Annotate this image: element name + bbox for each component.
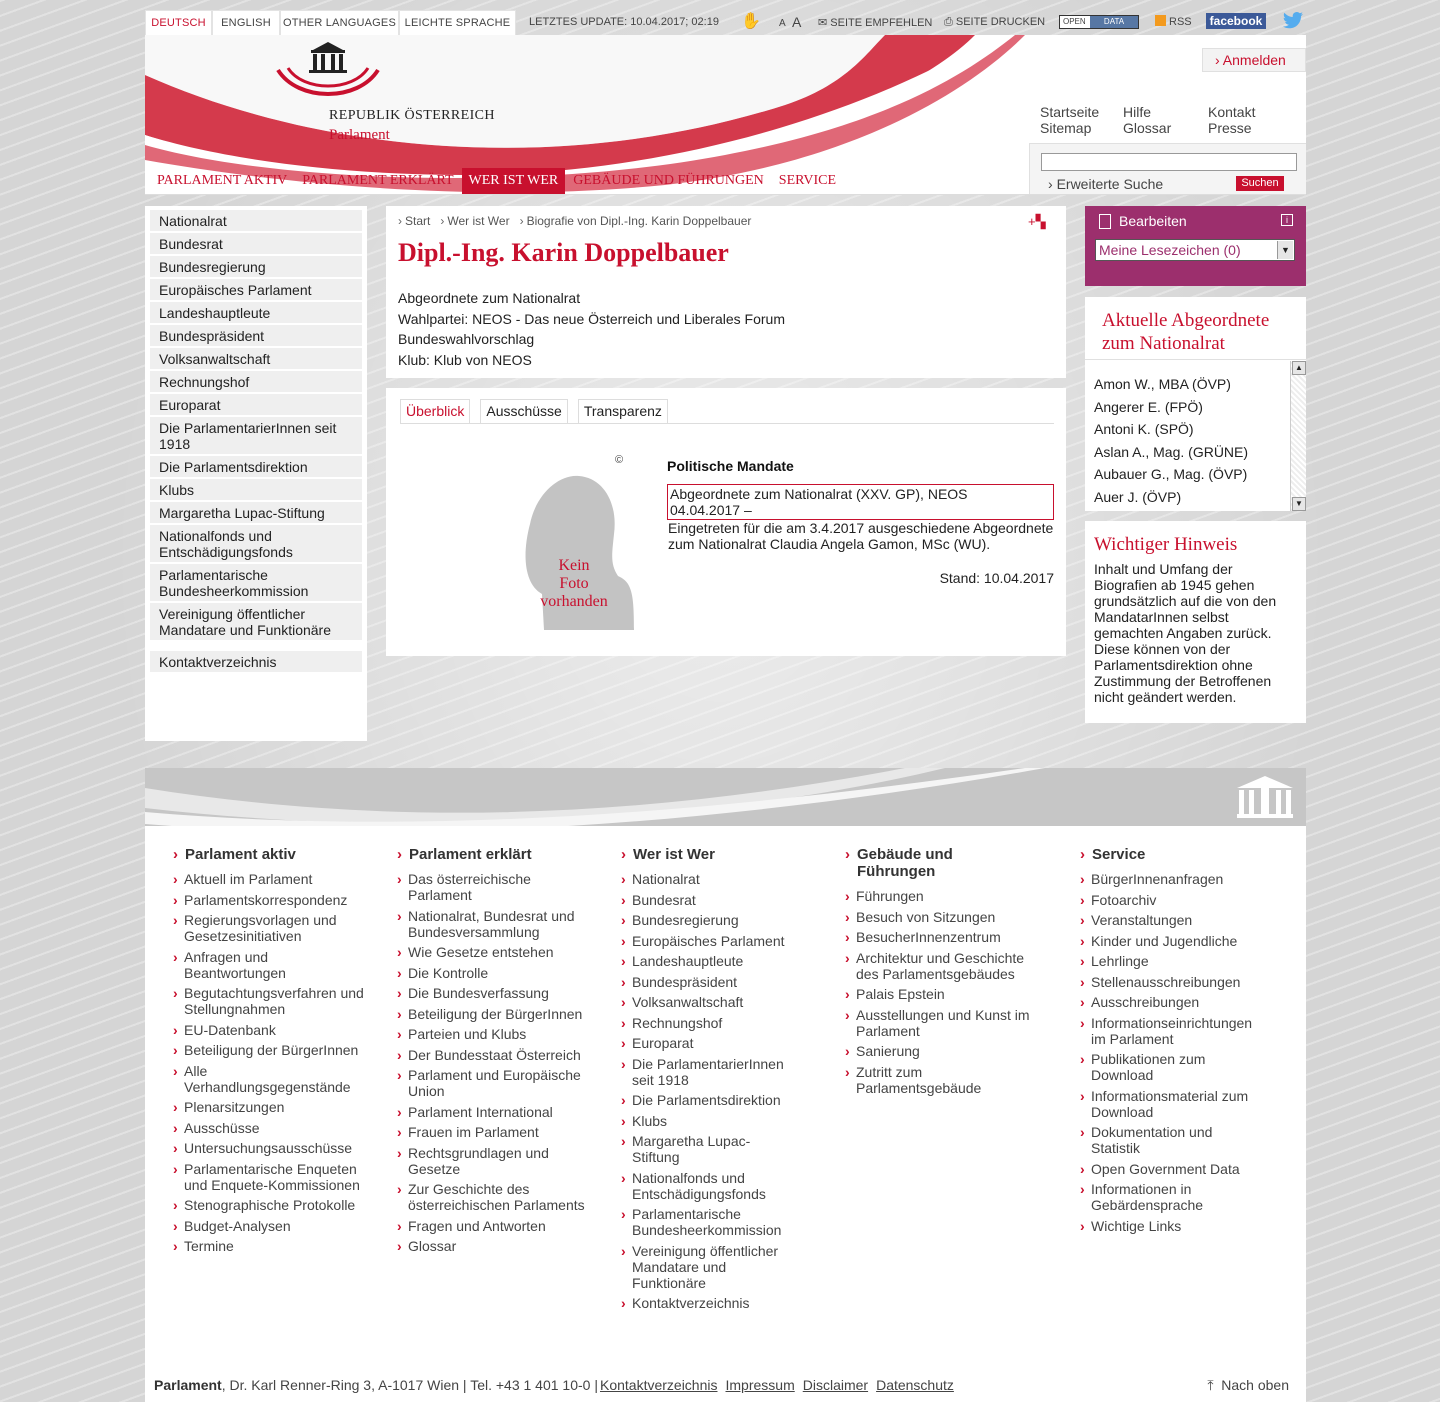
chevron-right-icon: ›	[1048, 176, 1057, 192]
footer-link-impressum[interactable]: Impressum	[725, 1377, 795, 1393]
extended-search-label: Erweiterte Suche	[1056, 176, 1164, 192]
members-title: Aktuelle Abgeordnete zum Nationalrat	[1085, 297, 1306, 360]
footer-link[interactable]: › Architektur und Geschichte des Parlamentsgebäudes	[845, 950, 1035, 982]
lang-other[interactable]: OTHER LANGUAGES	[280, 10, 399, 35]
rss-link[interactable]	[1155, 15, 1192, 28]
sidebar-item-volksanwaltschaft[interactable]: Volksanwaltschaft	[150, 348, 362, 371]
back-to-top-link[interactable]	[1207, 1377, 1289, 1394]
footer-link[interactable]: › Beteiligung der BürgerInnen	[397, 1006, 592, 1022]
lang-english[interactable]: ENGLISH	[212, 10, 280, 35]
footer-link[interactable]: › Informationen in Gebärdensprache	[1080, 1181, 1265, 1213]
sidebar-item-eu-parlament[interactable]: Europäisches Parlament	[150, 279, 362, 302]
footer-link[interactable]: › Das österreichische Parlament	[397, 871, 592, 903]
footer-link[interactable]: › Nationalrat, Bundesrat und Bundesversammlung	[397, 908, 592, 940]
page-title: Dipl.-Ing. Karin Doppelbauer	[398, 238, 729, 267]
bookmarks-selected: Meine Lesezeichen (0)	[1099, 242, 1241, 258]
sidebar-item-nationalfonds[interactable]: Nationalfonds und Entschädigungsfonds	[150, 525, 362, 564]
footer-link[interactable]: › Führungen	[845, 888, 1035, 904]
breadcrumb-wer-ist-wer[interactable]: › Wer ist Wer	[440, 214, 509, 228]
footer-band	[145, 768, 1306, 826]
members-scrollbar[interactable]	[1290, 361, 1306, 511]
footer-link[interactable]: › Zur Geschichte des österreichischen Parlaments	[397, 1181, 592, 1213]
font-smaller-button[interactable]: A	[779, 18, 786, 29]
footer-col-wer-ist-wer	[621, 846, 796, 1316]
search-area	[1029, 143, 1306, 195]
nav-wer-ist-wer[interactable]: WER IST WER	[462, 168, 566, 194]
footer	[145, 826, 1306, 1402]
sidebar-item-bundesheerkommission[interactable]: Parlamentarische Bundesheerkommission	[150, 564, 362, 603]
footer-heading[interactable]: › Wer ist Wer	[621, 846, 796, 863]
footer-link[interactable]: › Die Parlamentsdirektion	[621, 1092, 796, 1108]
footer-link[interactable]: › Glossar	[397, 1238, 592, 1254]
footer-link-list	[845, 888, 1035, 1096]
footer-link[interactable]: › Dokumentation und Statistik	[1080, 1124, 1265, 1156]
footer-link[interactable]: › Parlamentarische Bundesheerkommission	[621, 1206, 796, 1238]
footer-link[interactable]: › Landeshauptleute	[621, 953, 796, 969]
footer-link[interactable]: › Rechnungshof	[621, 1015, 796, 1031]
biography-header	[386, 206, 1066, 378]
tab-transparenz[interactable]: Transparenz	[578, 399, 668, 423]
sidebar-item-bundesrat[interactable]: Bundesrat	[150, 233, 362, 256]
footer-link[interactable]: › Beteiligung der BürgerInnen	[173, 1042, 373, 1058]
footer-link[interactable]: › Untersuchungsausschüsse	[173, 1140, 373, 1156]
footer-link[interactable]: › Rechtsgrundlagen und Gesetze	[397, 1145, 592, 1177]
mandate-entry	[667, 484, 1054, 520]
no-photo-label-3: vorhanden	[540, 593, 608, 610]
footer-link[interactable]: › Bundesrat	[621, 892, 796, 908]
sidebar	[145, 206, 367, 741]
arrow-up-icon: ⤒	[1207, 1377, 1218, 1393]
footer-link[interactable]: › Die Kontrolle	[397, 965, 592, 981]
search-button[interactable]: Suchen	[1236, 176, 1284, 191]
sidebar-item-lupac-stiftung[interactable]: Margaretha Lupac-Stiftung	[150, 502, 362, 525]
footer-link[interactable]: › Europarat	[621, 1035, 796, 1051]
footer-link[interactable]: › Fotoarchiv	[1080, 892, 1265, 908]
sidebar-item-europarat[interactable]: Europarat	[150, 394, 362, 417]
list-item[interactable]: Angerer E. (FPÖ)	[1094, 398, 1203, 415]
mandate-section	[667, 458, 1054, 586]
tab-ueberblick[interactable]: Überblick	[400, 399, 470, 423]
footer-link[interactable]: › Lehrlinge	[1080, 953, 1265, 969]
footer-link[interactable]: › Der Bundesstaat Österreich	[397, 1047, 592, 1063]
extended-search-link[interactable]	[1048, 176, 1163, 192]
footer-link[interactable]: › Ausschüsse	[173, 1120, 373, 1136]
breadcrumb-current: › Biografie von Dipl.-Ing. Karin Doppelbauer	[520, 214, 752, 228]
search-input[interactable]	[1041, 153, 1297, 171]
footer-link[interactable]: › Sanierung	[845, 1043, 1035, 1059]
site-header	[145, 35, 1306, 195]
footer-link[interactable]: › Bundesregierung	[621, 912, 796, 928]
sidebar-item-kontaktverzeichnis[interactable]: Kontaktverzeichnis	[150, 651, 362, 674]
link-glossar[interactable]: Glossar	[1123, 120, 1172, 136]
footer-link[interactable]: › Europäisches Parlament	[621, 933, 796, 949]
footer-link[interactable]: › Besuch von Sitzungen	[845, 909, 1035, 925]
mandate-title: Abgeordnete zum Nationalrat (XXV. GP), NEOS	[670, 486, 968, 502]
footer-link[interactable]: › Parlament International	[397, 1104, 592, 1120]
footer-heading[interactable]: › Parlament aktiv	[173, 846, 373, 863]
login-label: Anmelden	[1222, 52, 1286, 68]
chevron-down-icon: ▼	[1277, 241, 1293, 259]
footer-link-list	[621, 871, 796, 1311]
current-members-box	[1085, 297, 1306, 511]
footer-link-datenschutz[interactable]: Datenschutz	[876, 1377, 954, 1393]
sidebar-item-klubs[interactable]: Klubs	[150, 479, 362, 502]
footer-link[interactable]: › BesucherInnenzentrum	[845, 929, 1035, 945]
lang-easy[interactable]: LEICHTE SPRACHE	[399, 10, 516, 35]
footer-link[interactable]: › Palais Epstein	[845, 986, 1035, 1002]
twitter-icon[interactable]	[1283, 12, 1303, 29]
sidebar-item-parlamentarierinnen[interactable]: Die ParlamentarierInnen seit 1918	[150, 417, 362, 456]
tab-bar	[400, 399, 1054, 424]
bio-line-party: Wahlpartei: NEOS - Das neue Österreich und Liberales Forum	[398, 310, 785, 327]
sign-language-icon[interactable]: ✋	[741, 13, 761, 30]
bio-line-role: Abgeordnete zum Nationalrat	[398, 290, 581, 306]
mandate-note: Eingetreten für die am 3.4.2017 ausgeschiedene Abgeordnete zum Nationalrat Claudia Angela Gamon, MSc (WU).	[668, 520, 1054, 552]
list-item[interactable]: Auer J. (ÖVP)	[1094, 488, 1182, 505]
footer-link[interactable]: › Anfragen und Beantwortungen	[173, 949, 373, 981]
link-kontakt[interactable]: Kontakt	[1208, 104, 1256, 120]
footer-link[interactable]: › Vereinigung öffentlicher Mandatare und Funktionäre	[621, 1243, 796, 1291]
sidebar-item-parlamentsdirektion[interactable]: Die Parlamentsdirektion	[150, 456, 362, 479]
footer-link[interactable]: › Die ParlamentarierInnen seit 1918	[621, 1056, 796, 1088]
sidebar-item-rechnungshof[interactable]: Rechnungshof	[150, 371, 362, 394]
mandate-heading: Politische Mandate	[667, 458, 794, 474]
footer-link[interactable]: › EU-Datenbank	[173, 1022, 373, 1038]
lang-deutsch[interactable]: DEUTSCH	[145, 10, 212, 35]
sidebar-item-nationalrat[interactable]: Nationalrat	[150, 210, 362, 233]
recommend-label: SEITE EMPFEHLEN	[830, 17, 933, 29]
footer-link[interactable]: › Bundespräsident	[621, 974, 796, 990]
footer-heading[interactable]: › Gebäude und Führungen	[845, 846, 1035, 880]
link-startseite[interactable]: Startseite	[1040, 104, 1100, 120]
list-item[interactable]: Aslan A., Mag. (GRÜNE)	[1094, 443, 1249, 460]
no-photo-label-2: Foto	[559, 575, 589, 592]
footer-link[interactable]: › Kontaktverzeichnis	[621, 1295, 796, 1311]
footer-link[interactable]: › Aktuell im Parlament	[173, 871, 373, 887]
footer-link[interactable]: › Fragen und Antworten	[397, 1218, 592, 1234]
sidebar-item-vereinigung[interactable]: Vereinigung öffentlicher Mandatare und Funktionäre	[150, 603, 362, 642]
copyright-icon[interactable]: ©	[615, 454, 624, 466]
footer-link[interactable]: › Volksanwaltschaft	[621, 994, 796, 1010]
footer-link-list	[1080, 871, 1265, 1234]
footer-link[interactable]: › Regierungsvorlagen und Gesetzesinitiativen	[173, 912, 373, 944]
footer-address-text: , Dr. Karl Renner-Ring 3, A-1017 Wien | Tel. +43 1 401 10-0 |	[221, 1377, 598, 1393]
footer-link[interactable]: › Termine	[173, 1238, 373, 1254]
print-link[interactable]	[944, 16, 1045, 29]
footer-link[interactable]: › Ausstellungen und Kunst im Parlament	[845, 1007, 1035, 1039]
footer-link[interactable]: › Nationalrat	[621, 871, 796, 887]
footer-link[interactable]: › Klubs	[621, 1113, 796, 1129]
nav-parlament-erklaert[interactable]: PARLAMENT ERKLÄRT	[302, 173, 454, 188]
mail-icon: ✉	[818, 17, 831, 29]
link-presse[interactable]: Presse	[1208, 120, 1252, 136]
logo-title: REPUBLIK ÖSTERREICH	[329, 108, 495, 123]
scroll-down-icon[interactable]: ▼	[1292, 497, 1306, 511]
facebook-link[interactable]: facebook	[1206, 13, 1266, 29]
utility-bar	[145, 10, 1306, 35]
footer-link-list	[173, 871, 373, 1254]
last-update: LETZTES UPDATE: 10.04.2017; 02:19	[529, 16, 719, 28]
footer-link[interactable]: › Informationsmaterial zum Download	[1080, 1088, 1265, 1120]
info-icon[interactable]: i	[1281, 214, 1293, 226]
font-larger-button[interactable]: A	[792, 14, 802, 30]
footer-col-gebaeude	[845, 846, 1035, 1100]
footer-link[interactable]: › Nationalfonds und Entschädigungsfonds	[621, 1170, 796, 1202]
footer-org-name: Parlament	[154, 1377, 222, 1393]
footer-link[interactable]: › Stellenausschreibungen	[1080, 974, 1265, 990]
footer-link[interactable]: › Stenographische Protokolle	[173, 1197, 373, 1213]
mandate-date: 04.04.2017 –	[670, 502, 752, 518]
footer-link[interactable]: › Wichtige Links	[1080, 1218, 1265, 1234]
breadcrumb	[398, 214, 1054, 228]
bio-line-list: Bundeswahlvorschlag	[398, 331, 535, 347]
recommend-link[interactable]	[818, 16, 932, 29]
sidebar-item-bundespraesident[interactable]: Bundespräsident	[150, 325, 362, 348]
rss-icon	[1155, 15, 1166, 26]
login-button[interactable]	[1202, 48, 1306, 72]
footer-link[interactable]: › Parteien und Klubs	[397, 1026, 592, 1042]
nav-service[interactable]: SERVICE	[778, 173, 837, 188]
notice-box	[1085, 521, 1306, 723]
parliament-logo[interactable]	[273, 40, 383, 102]
notice-text: Inhalt und Umfang der Biografien ab 1945 gehen grundsätzlich auf die von den MandatarInnen selbst gemachten Angaben zurück. Diese können von der Parlamentsdirektion ohne Zustimmung der Betroffenen nicht geändert werden.	[1094, 561, 1277, 705]
no-photo-label-1: Kein	[558, 557, 590, 574]
bookmarks-select[interactable]	[1095, 239, 1295, 261]
footer-col-service	[1080, 846, 1265, 1238]
footer-link[interactable]: › Wie Gesetze entstehen	[397, 944, 592, 960]
footer-address	[154, 1377, 954, 1393]
edit-title: Bearbeiten	[1095, 212, 1296, 230]
footer-link[interactable]: › Parlamentarische Enqueten und Enquete-Kommissionen	[173, 1161, 373, 1193]
sidebar-item-bundesregierung[interactable]: Bundesregierung	[150, 256, 362, 279]
chevron-right-icon: ›	[1215, 52, 1223, 68]
footer-link[interactable]: › Begutachtungsverfahren und Stellungnahmen	[173, 985, 373, 1017]
footer-link[interactable]: › Zutritt zum Parlamentsgebäude	[845, 1064, 1035, 1096]
footer-link[interactable]: › Die Bundesverfassung	[397, 985, 592, 1001]
footer-link[interactable]: › Ausschreibungen	[1080, 994, 1265, 1010]
sidebar-item-landeshauptleute[interactable]: Landeshauptleute	[150, 302, 362, 325]
footer-link[interactable]: › Open Government Data	[1080, 1161, 1265, 1177]
biography-details	[386, 388, 1066, 656]
main-navigation	[150, 168, 844, 194]
footer-col-parlament-aktiv	[173, 846, 373, 1259]
list-item[interactable]: Aubauer G., Mag. (ÖVP)	[1094, 466, 1248, 483]
footer-link[interactable]: › Margaretha Lupac-Stiftung	[621, 1133, 796, 1165]
bio-line-club: Klub: Klub von NEOS	[398, 351, 532, 368]
scroll-up-icon[interactable]: ▲	[1292, 361, 1306, 375]
footer-link[interactable]: › Publikationen zum Download	[1080, 1051, 1265, 1083]
breadcrumb-start[interactable]: › Start	[398, 214, 430, 228]
stand-date: Stand: 10.04.2017	[939, 570, 1054, 586]
footer-link[interactable]: › Alle Verhandlungsgegenstände	[173, 1063, 373, 1095]
no-photo-label	[514, 557, 634, 611]
back-to-top-label: Nach oben	[1221, 1377, 1289, 1393]
footer-swoosh	[145, 768, 1306, 826]
footer-link[interactable]: › Parlament und Europäische Union	[397, 1067, 592, 1099]
link-hilfe[interactable]: Hilfe	[1123, 104, 1152, 120]
list-item[interactable]: Amon W., MBA (ÖVP)	[1094, 376, 1231, 392]
footer-link-disclaimer[interactable]: Disclaimer	[802, 1377, 869, 1393]
nav-gebaeude[interactable]: GEBÄUDE UND FÜHRUNGEN	[573, 173, 764, 188]
print-label: SEITE DRUCKEN	[955, 16, 1046, 28]
footer-col-parlament-erklaert	[397, 846, 592, 1259]
footer-link-kontaktverzeichnis[interactable]: Kontaktverzeichnis	[599, 1377, 718, 1393]
list-item[interactable]: Antoni K. (SPÖ)	[1094, 421, 1194, 438]
footer-link[interactable]: › Frauen im Parlament	[397, 1124, 592, 1140]
bio-summary	[398, 288, 1054, 370]
footer-link-list	[397, 871, 592, 1254]
open-data-label-2: DATA	[1090, 16, 1138, 28]
open-data-label: OPEN	[1063, 17, 1086, 26]
footer-link[interactable]: › Plenarsitzungen	[173, 1099, 373, 1115]
footer-link[interactable]: › Budget-Analysen	[173, 1218, 373, 1234]
footer-link[interactable]: › Parlamentskorrespondenz	[173, 892, 373, 908]
tab-ausschuesse[interactable]: Ausschüsse	[480, 399, 567, 423]
footer-link[interactable]: › Kinder und Jugendliche	[1080, 933, 1265, 949]
edit-box	[1085, 206, 1306, 286]
nav-parlament-aktiv[interactable]: PARLAMENT AKTIV	[157, 173, 288, 188]
print-icon: ⎙	[944, 16, 956, 28]
footer-heading[interactable]: › Parlament erklärt	[397, 846, 592, 863]
footer-link[interactable]: › Informationseinrichtungen im Parlament	[1080, 1015, 1265, 1047]
logo-subtitle: Parlament	[329, 127, 390, 143]
notice-title: Wichtiger Hinweis	[1094, 534, 1238, 555]
footer-link[interactable]: › Veranstaltungen	[1080, 912, 1265, 928]
members-list	[1085, 360, 1306, 509]
rss-label: RSS	[1169, 16, 1192, 28]
link-sitemap[interactable]: Sitemap	[1040, 120, 1092, 136]
footer-heading[interactable]: › Service	[1080, 846, 1265, 863]
add-bookmark-icon[interactable]: +▚	[1028, 214, 1046, 229]
footer-link[interactable]: › BürgerInnenanfragen	[1080, 871, 1265, 887]
open-data-badge[interactable]	[1059, 15, 1139, 29]
